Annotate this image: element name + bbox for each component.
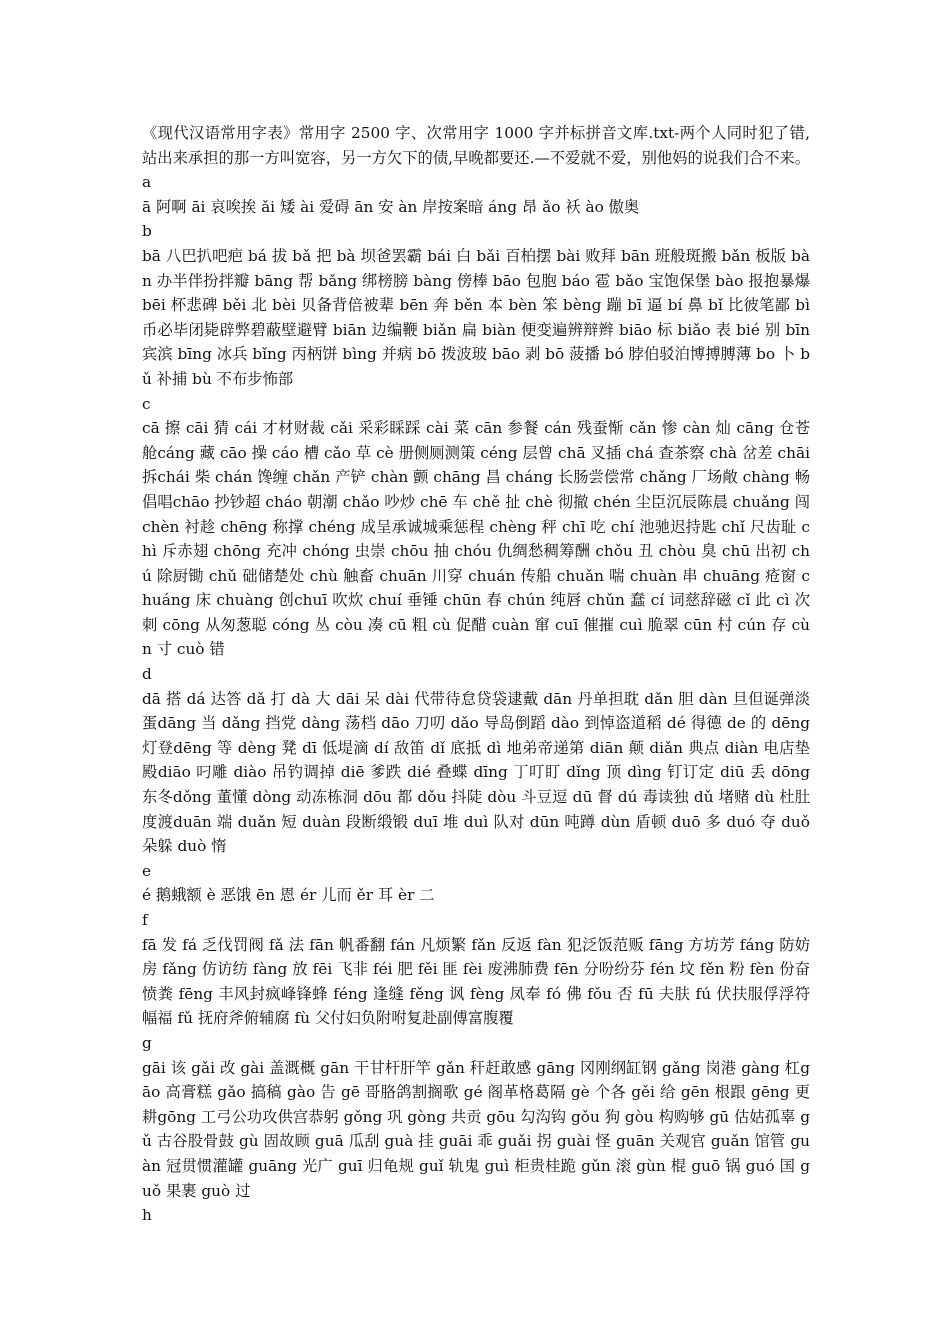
section-d-heading: d: [142, 665, 152, 684]
section-f-heading: f: [142, 911, 148, 929]
section-h-heading: h: [142, 1206, 152, 1225]
section-a-text: ā 阿啊 āi 哀唉挨 ǎi 矮 ài 爱碍 ān 安 àn 岸按案暗 áng 昂 ǎo 袄 ào 傲奥: [142, 197, 640, 216]
section-b-heading: b: [142, 222, 152, 241]
section-g-text: gāi 该 gǎi 改 gài 盖溉概 gān 干甘杆肝竿 gǎn 秆赶敢感 gāng 冈刚纲缸钢 gǎng 岗港 gàng 杠gāo 高膏糕 gǎo 搞稿 gào 告 gē 哥胳鸽割搁歌 gé 阁革格葛隔 gè 个各 gěi 给 gēn 根跟 gēng 更耕gōng 工弓公功攻供宫恭躬 gǒng 巩 gòng 共贡 gōu 勾沟钩 gǒu 狗 gòu 构购够 gū 估姑孤辜 gǔ 古谷股骨鼓 gù 固故顾 guā 瓜刮 guà 挂 guāi 乖 guǎi 拐 guài 怪 guān 关观官 guǎn 馆管 guàn 冠贯惯灌罐 guāng 光广 guī 归龟规 guǐ 轨鬼 guì 柜贵桂跪 gǔn 滚 gùn 棍 guō 锅 guó 国 guǒ 果裹 guò 过: [142, 1058, 810, 1200]
section-c-text: cā 擦 cāi 猜 cái 才材财裁 cǎi 采彩睬踩 cài 菜 cān 参餐 cán 残蚕惭 cǎn 惨 càn 灿 cāng 仓苍舱cáng 藏 cāo 操 cáo 槽 cǎo 草 cè 册侧厕测策 céng 层曾 chā 叉插 chá 查茶察 chà 岔差 chāi 拆chái 柴 chán 馋缠 chǎn 产铲 chàn 颤 chāng 昌 cháng 长肠尝偿常 chǎng 厂场敞 chàng 畅倡唱chāo 抄钞超 cháo 朝潮 chǎo 吵炒 chē 车 chě 扯 chè 彻撤 chén 尘臣沉辰陈晨 chuǎng 闯 chèn 衬趁 chēng 称撑 chéng 成呈承诚城乘惩程 chèng 秤 chī 吃 chí 池驰迟持匙 chǐ 尺齿耻 chì 斥赤翅 chōng 充冲 chóng 虫崇 chōu 抽 chóu 仇绸愁稠筹酬 chǒu 丑 chòu 臭 chū 出初 chú 除厨锄 chǔ 础储楚处 chù 触畜 chuān 川穿 chuán 传船 chuǎn 喘 chuàn 串 chuāng 疮窗 chuáng 床 chuàng 创chuī 吹炊 chuí 垂锤 chūn 春 chún 纯唇 chǔn 蠢 cí 词慈辞磁 cǐ 此 cì 次刺 cōng 从匆葱聪 cóng 丛 còu 凑 cū 粗 cù 促醋 cuàn 窜 cuī 催摧 cuì 脆翠 cūn 村 cún 存 cùn 寸 cuò 错: [142, 419, 810, 659]
section-g-heading: g: [142, 1033, 152, 1052]
section-e-heading: e: [142, 861, 152, 880]
section-c-heading: c: [142, 394, 151, 413]
section-d-text: dā 搭 dá 达答 dǎ 打 dà 大 dāi 呆 dài 代带待怠贷袋逮戴 dān 丹单担耽 dǎn 胆 dàn 旦但诞弹淡蛋dāng 当 dǎng 挡党 dàng 荡档 dāo 刀叨 dǎo 导岛倒蹈 dào 到悼盗道稻 dé 得德 de 的 dēng 灯登dēng 等 dèng 凳 dī 低堤滴 dí 敌笛 dǐ 底抵 dì 地弟帝递第 diān 颠 diǎn 典点 diàn 电店垫殿diāo 叼雕 diào 吊钓调掉 diē 爹跌 dié 叠蝶 dīng 丁叮盯 dǐng 顶 dìng 钉订定 diū 丢 dōng 东冬dǒng 董懂 dòng 动冻栋洞 dōu 都 dǒu 抖陡 dòu 斗豆逗 dū 督 dú 毒读独 dǔ 堵赌 dù 杜肚度渡duān 端 duǎn 短 duàn 段断缎锻 duī 堆 duì 队对 dūn 吨蹲 dùn 盾顿 duō 多 duó 夺 duǒ 朵躲 duò 惰: [142, 689, 810, 856]
section-b-text: bā 八巴扒吧疤 bá 拔 bǎ 把 bà 坝爸罢霸 bái 白 bǎi 百柏摆 bài 败拜 bān 班般斑搬 bǎn 板版 bàn 办半伴扮拌瓣 bāng 帮 bǎng 绑榜膀 bàng 傍棒 bāo 包胞 báo 雹 bǎo 宝饱保堡 bào 报抱暴爆 bēi 杯悲碑 běi 北 bèi 贝备背倍被辈 bēn 奔 běn 本 bèn 笨 bèng 蹦 bī 逼 bí 鼻 bǐ 比彼笔鄙 bì 币必毕闭毙辟弊碧蔽壁避臂 biān 边编鞭 biǎn 扁 biàn 便变遍辨辩辫 biāo 标 biǎo 表 bié 别 bīn 宾滨 bīng 冰兵 bǐng 丙柄饼 bìng 并病 bō 拨波玻 bāo 剥 bō 菠播 bó 脖伯驳泊博搏膊薄 bo 卜 bǔ 补捕 bù 不布步怖部: [142, 246, 810, 388]
intro-paragraph: 《现代汉语常用字表》常用字 2500 字、次常用字 1000 字并标拼音文库.txt-两个人同时犯了错,站出来承担的那一方叫宽容，另一方欠下的债,早晚都要还.—不爱就不爱，别他妈的说我们合不来。a: [142, 124, 810, 192]
section-e-text: é 鹅蛾额 è 恶饿 ēn 恩 ér 儿而 ěr 耳 èr 二: [142, 886, 435, 905]
document-body: [142, 121, 810, 1228]
section-f-text: fā 发 fá 乏伐罚阀 fǎ 法 fān 帆番翻 fán 凡烦繁 fǎn 反返 fàn 犯泛饭范贩 fāng 方坊芳 fáng 防妨房 fǎng 仿访纺 fàng 放 fēi 飞非 féi 肥 fěi 匪 fèi 废沸肺费 fēn 分吩纷芬 fén 坟 fěn 粉 fèn 份奋愤粪 fēng 丰风封疯峰锋蜂 féng 逢缝 fěng 讽 fèng 凤奉 fó 佛 fǒu 否 fū 夫肤 fú 伏扶服俘浮符幅福 fǔ 抚府斧俯辅腐 fù 父付妇负附咐复赴副傅富腹覆: [142, 935, 810, 1028]
